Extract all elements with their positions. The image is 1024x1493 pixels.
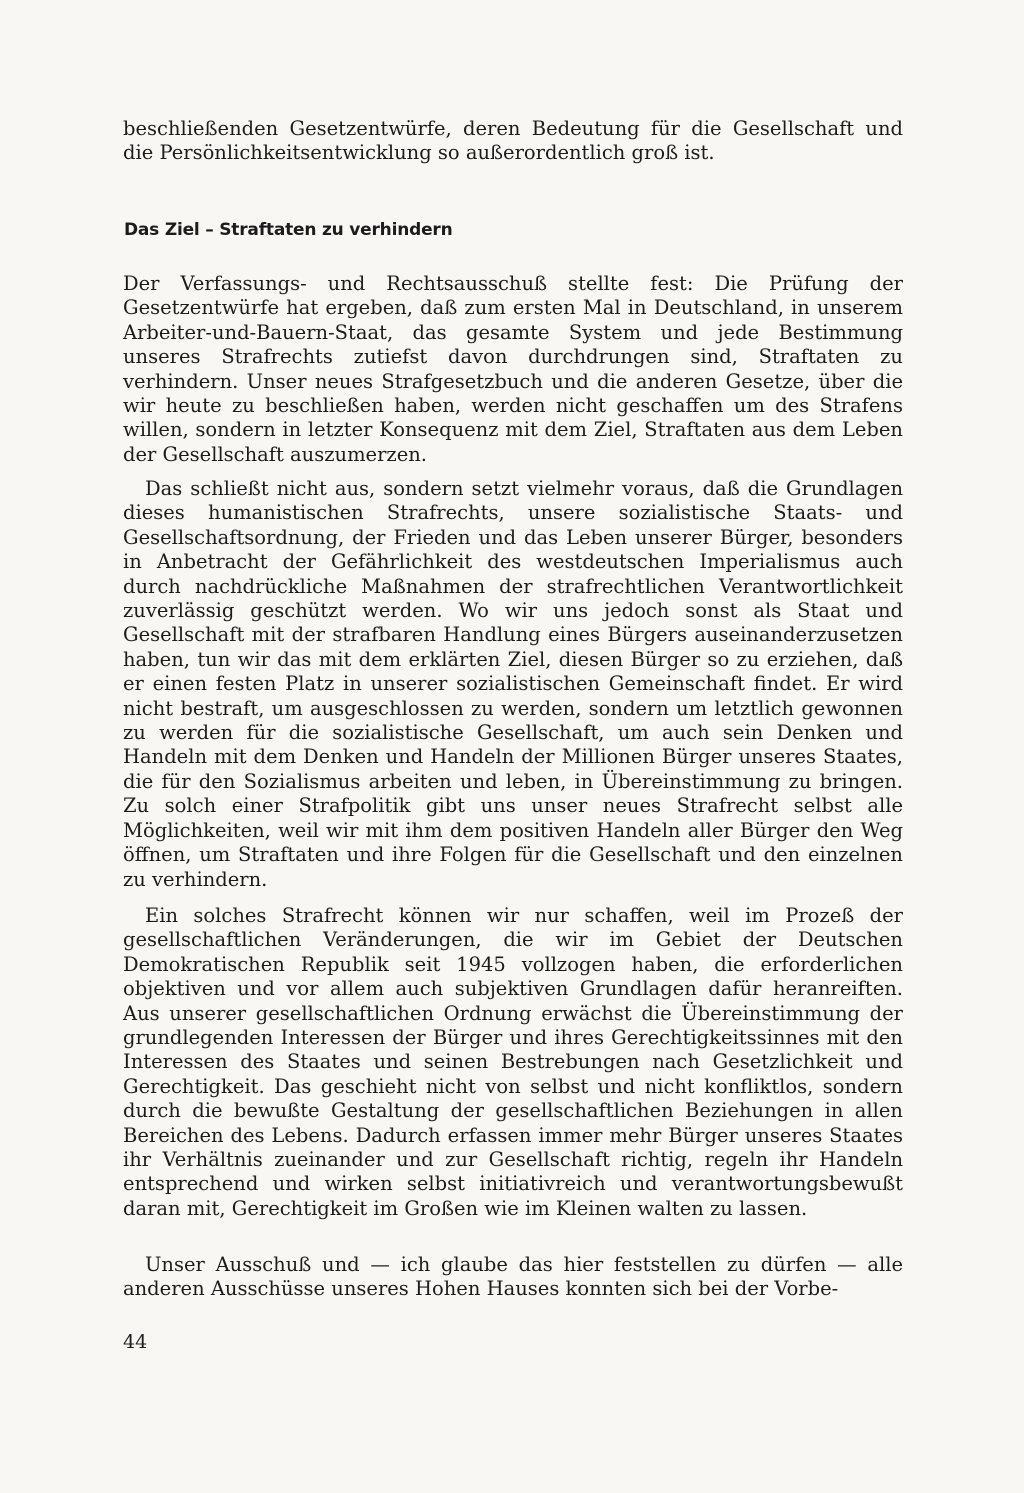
page-number: 44 — [123, 1331, 148, 1353]
continued-paragraph: beschließenden Gesetzentwürfe, deren Bedeutung für die Gesellschaft und die Persönlichkeitsentwicklung so außerordentlich groß ist. — [123, 117, 903, 165]
paragraph-2: Das schließt nicht aus, sondern setzt vielmehr voraus, daß die Grundlagen dieses humanistischen Strafrechts, unsere sozialistische Staats- und Gesellschaftsordnung, der Frieden und das Leben unserer Bürger, besonders in Anbetracht der Gefährlichkeit des westdeutschen Imperialismus auch durch nachdrückliche Maßnahmen der strafrechtlichen Verantwortlichkeit zuverlässig geschützt werden. Wo wir uns jedoch sonst als Staat und Gesellschaft mit der strafbaren Handlung eines Bürgers auseinanderzusetzen haben, tun wir das mit dem erklärten Ziel, diesen Bürger so zu erziehen, daß er einen festen Platz in unserer sozialistischen Gemeinschaft findet. Er wird nicht bestraft, um ausgeschlossen zu werden, sondern um letztlich gewonnen zu werden für die sozialistische Gesellschaft, um auch sein Denken und Handeln mit dem Denken und Handeln der Millionen Bürger unseres Staates, die für den Sozialismus arbeiten und leben, in Übereinstimmung zu bringen. Zu solch einer Strafpolitik gibt uns unser neues Strafrecht selbst alle Möglichkeiten, weil wir mit ihm dem positiven Handeln aller Bürger den Weg öffnen, um Straftaten und ihre Folgen für die Gesellschaft und den einzelnen zu verhindern. — [123, 477, 903, 891]
paragraph-3: Ein solches Strafrecht können wir nur schaffen, weil im Prozeß der gesellschaftlichen Veränderungen, die wir im Gebiet der Deutschen Demokratischen Republik seit 1945 vollzogen haben, die erforderlichen objektiven und vor allem auch subjektiven Grundlagen dafür heranreiften. Aus unserer gesellschaftlichen Ordnung erwächst die Übereinstimmung der grundlegenden Interessen der Bürger und ihres Gerechtigkeitssinnes mit den Interessen des Staates und seinen Bestrebungen nach Gesetzlichkeit und Gerechtigkeit. Das geschieht nicht von selbst und nicht konfliktlos, sondern durch die bewußte Gestaltung der gesellschaftlichen Beziehungen in allen Bereichen des Lebens. Dadurch erfassen immer mehr Bürger unseres Staates ihr Verhältnis zueinander und zur Gesellschaft richtig, regeln ihr Handeln entsprechend und wirken selbst initiativreich und verantwortungsbewußt daran mit, Gerechtigkeit im Großen wie im Kleinen walten zu lassen. — [123, 904, 903, 1220]
section-heading: Das Ziel – Straftaten zu verhindern — [124, 220, 453, 240]
paragraph-1: Der Verfassungs- und Rechtsausschuß stellte fest: Die Prüfung der Gesetzentwürfe hat ergeben, daß zum ersten Mal in Deutschland, in unserem Arbeiter-und-Bauern-Staat, das gesamte System und jede Bestimmung unseres Strafrechts zutiefst davon durchdrungen sind, Straftaten zu verhindern. Unser neues Strafgesetzbuch und die anderen Gesetze, über die wir heute zu beschließen haben, werden nicht geschaffen um des Strafens willen, sondern in letzter Konsequenz mit dem Ziel, Straftaten aus dem Leben der Gesellschaft auszumerzen. — [123, 272, 903, 466]
paragraph-4: Unser Ausschuß und — ich glaube das hier feststellen zu dürfen — alle anderen Ausschüsse unseres Hohen Hauses konnten sich bei der Vorbe- — [123, 1253, 903, 1301]
